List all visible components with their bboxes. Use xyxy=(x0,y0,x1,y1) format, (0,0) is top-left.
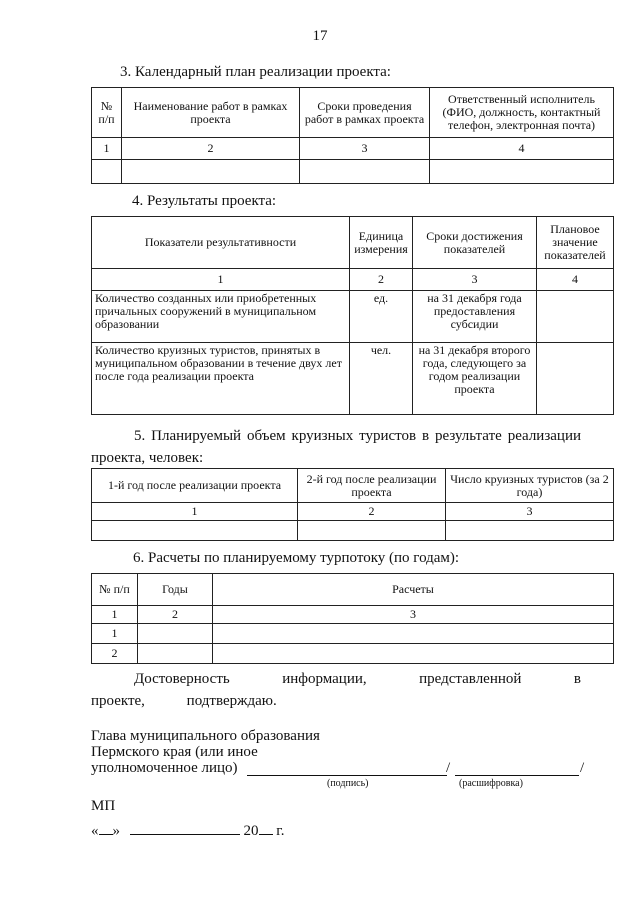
empty-cell xyxy=(92,521,298,541)
year-blank xyxy=(259,820,273,835)
row-number: 2 xyxy=(92,644,138,664)
header-responsible: Ответственный исполнитель (ФИО, должность, контактный телефон, электронная почта) xyxy=(430,88,614,138)
empty-cell xyxy=(138,624,213,644)
header-work-name: Наименование работ в рамках проекта xyxy=(122,88,300,138)
section-3-title: 3. Календарный план реализации проекта: xyxy=(120,64,391,80)
column-number: 1 xyxy=(92,606,138,624)
signatory-line-3: уполномоченное лицо) xyxy=(91,760,238,776)
table-row xyxy=(92,343,614,415)
column-number: 1 xyxy=(92,138,122,160)
day-blank xyxy=(99,820,113,835)
table-row xyxy=(92,521,614,541)
section-5-title: 5. Планируемый объем круизных туристов в результате реализации проекта, человек: xyxy=(91,428,581,466)
column-number: 3 xyxy=(413,269,537,291)
signatory-line-2: Пермского края (или иное xyxy=(91,744,258,760)
plan-value xyxy=(537,291,614,343)
empty-cell xyxy=(446,521,614,541)
section-4-title: 4. Результаты проекта: xyxy=(132,193,277,209)
header-year-2: 2-й год после реализации проекта xyxy=(298,469,446,503)
deadline-text: на 31 декабря года предоставления субсидии xyxy=(413,291,537,343)
column-number: 3 xyxy=(300,138,430,160)
unit-text: ед. xyxy=(350,291,413,343)
empty-cell xyxy=(213,624,614,644)
date-quote-open: « xyxy=(91,823,99,839)
confirmation-text: Достоверность информации, представленной в проекте, подтверждаю. xyxy=(91,671,581,709)
date-line xyxy=(91,820,284,839)
empty-cell xyxy=(430,160,614,184)
separator-slash: / xyxy=(446,760,451,776)
header-calculations: Расчеты xyxy=(213,574,614,606)
signature-caption: (подпись) xyxy=(327,778,369,789)
header-years: Годы xyxy=(138,574,213,606)
calendar-plan-table xyxy=(91,87,614,184)
month-blank xyxy=(130,820,240,835)
column-number: 1 xyxy=(92,269,350,291)
header-work-dates: Сроки проведения работ в рамках проекта xyxy=(300,88,430,138)
header-number: № п/п xyxy=(92,574,138,606)
separator-slash: / xyxy=(580,760,585,776)
header-number: № п/п xyxy=(92,88,122,138)
header-indicators: Показатели результативности xyxy=(92,217,350,269)
signatory-line-1: Глава муниципального образования xyxy=(91,728,320,744)
header-plan-value: Плановое значение показателей xyxy=(537,217,614,269)
column-number: 4 xyxy=(537,269,614,291)
column-number: 1 xyxy=(92,503,298,521)
stamp-label: МП xyxy=(91,798,116,814)
year-suffix: г. xyxy=(276,823,285,839)
empty-cell xyxy=(300,160,430,184)
column-number: 4 xyxy=(430,138,614,160)
header-total-tourists: Число круизных туристов (за 2 года) xyxy=(446,469,614,503)
decoding-caption: (расшифровка) xyxy=(459,778,523,789)
empty-cell xyxy=(138,644,213,664)
column-number: 2 xyxy=(350,269,413,291)
tourists-volume-table xyxy=(91,468,614,541)
unit-text: чел. xyxy=(350,343,413,415)
column-number: 2 xyxy=(298,503,446,521)
decoding-line xyxy=(455,760,579,776)
table-row xyxy=(92,644,614,664)
signature-line xyxy=(247,760,447,776)
table-row xyxy=(92,160,614,184)
column-number: 3 xyxy=(446,503,614,521)
header-year-1: 1-й год после реализации проекта xyxy=(92,469,298,503)
year-prefix: 20 xyxy=(243,823,259,839)
deadline-text: на 31 декабря второго года, следующего за годом реализации проекта xyxy=(413,343,537,415)
table-row xyxy=(92,291,614,343)
table-row xyxy=(92,624,614,644)
page-number: 17 xyxy=(312,28,328,44)
empty-cell xyxy=(213,644,614,664)
header-deadline: Сроки достижения показателей xyxy=(413,217,537,269)
column-number: 3 xyxy=(213,606,614,624)
empty-cell xyxy=(122,160,300,184)
row-number: 1 xyxy=(92,624,138,644)
plan-value xyxy=(537,343,614,415)
results-table xyxy=(91,216,614,415)
indicator-text: Количество созданных или приобретенных причальных сооружений в муниципальном образовании xyxy=(92,291,350,343)
section-6-title: 6. Расчеты по планируемому турпотоку (по годам): xyxy=(133,550,460,566)
empty-cell xyxy=(92,160,122,184)
indicator-text: Количество круизных туристов, принятых в муниципальном образовании в течение двух лет после года реализации проекта xyxy=(92,343,350,415)
column-number: 2 xyxy=(122,138,300,160)
date-quote-close: » xyxy=(112,823,120,839)
header-unit: Единица измерения xyxy=(350,217,413,269)
column-number: 2 xyxy=(138,606,213,624)
calculations-table xyxy=(91,573,614,664)
empty-cell xyxy=(298,521,446,541)
